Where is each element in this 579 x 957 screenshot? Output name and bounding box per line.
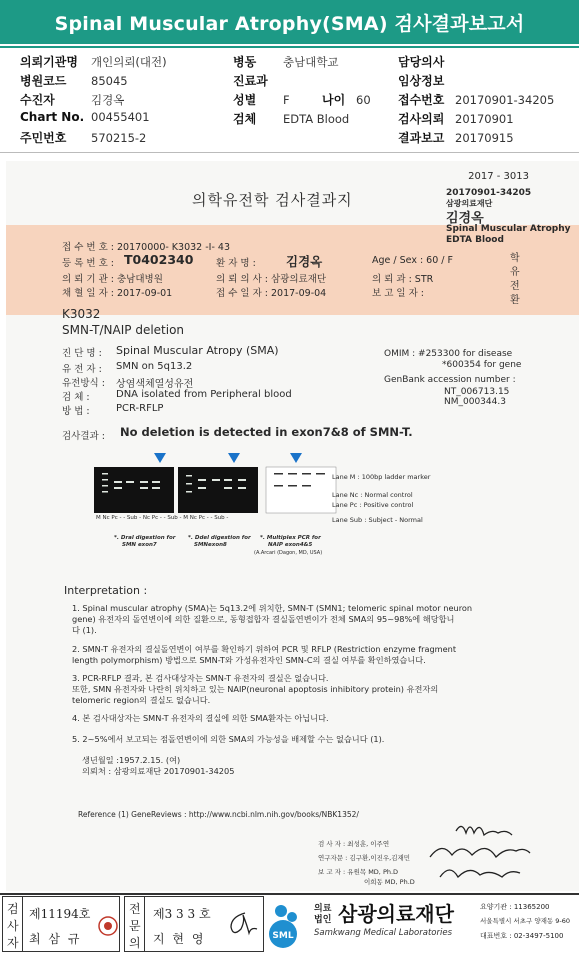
interp-4: 4. 본 검사대상자는 SMN-T 유전자의 결실에 의한 SMA환자는 아닙니다.: [72, 713, 329, 723]
physician-box-side: [125, 897, 145, 951]
header-col3-row-1: [398, 72, 455, 89]
interp-1-line-1: 1. Spinal muscular atrophy (SMA)는 5q13.2에 위치한, SMN-T (SMN1; telomeric spinal motor neuron: [72, 603, 473, 613]
age-label: 나이: [322, 93, 346, 107]
inheritance-label: 유전방식 :: [62, 378, 105, 389]
header-col1-row-3-label: Chart No.: [20, 110, 85, 124]
org-type-mark: [314, 904, 331, 926]
genbank-nm: NM_000344.3: [444, 397, 506, 407]
physician-signature: [223, 907, 259, 941]
physician-box-label-char-0: 전: [129, 902, 141, 916]
header-col2-row-3-value: EDTA Blood: [283, 112, 350, 126]
header-col2-row-1: [233, 72, 283, 89]
scan-corner-number: 2017 - 3013: [468, 171, 529, 182]
birth-date: 생년월일 :1957.2.15. (여): [82, 755, 181, 765]
interp-2-line-1: 2. SMN-T 유전자의 결실돌연변이 여부를 확인하기 위하여 PCR 및 RFLP (Restriction enzyme fragment: [72, 644, 457, 654]
signature-3: [440, 870, 520, 877]
physician-box-label-char-2: 의: [129, 936, 141, 950]
receive-date-row: 접 수 일 자 : 2017-09-04: [216, 288, 327, 299]
header-col2-row-3-label: 검체: [233, 112, 257, 126]
header-col2-row-0-label: 병동: [233, 55, 257, 69]
header-col1-row-4-value: 570215-2: [91, 131, 147, 145]
interpretation-title: Interpretation :: [64, 584, 148, 597]
report-title: Spinal Muscular Atrophy(SMA) 검사결과보고서: [0, 0, 579, 44]
lane-pc-legend: Lane Pc : Positive control: [332, 501, 414, 509]
org-type-line-2: 법인: [314, 915, 332, 925]
header-col1-row-0-label: 의뢰기관명: [20, 55, 78, 69]
gel-lane-labels: M Nc Pc - - Sub - Nc Pc - - Sub - M Nc Pc - - Sub -: [96, 515, 229, 521]
side-char-3: 환: [510, 295, 520, 306]
header-col3-row-3-value: 20170901: [455, 112, 514, 126]
tester-seal: [97, 915, 119, 937]
header-col3-row-2-label: 접수번호: [398, 93, 445, 107]
header-col3-row-3: [398, 110, 514, 127]
header-col1-row-1: [20, 72, 128, 89]
interp-3-line-3: telomeric region의 결실도 없습니다.: [72, 695, 211, 705]
patient-value: 김경옥: [286, 254, 323, 269]
header-col2-row-2-label: 성별: [233, 93, 257, 107]
method-value: PCR-RFLP: [116, 403, 164, 414]
lane-m-legend: Lane M : 100bp ladder marker: [332, 473, 431, 481]
specimen-label: 검 체 :: [62, 392, 90, 403]
result-value: No deletion is detected in exon7&8 of SMN-T.: [120, 425, 413, 439]
req-doctor-row: 의 뢰 의 사 : 삼광의료재단: [216, 274, 327, 285]
signature-2: [430, 848, 530, 857]
org-phone: 대표번호 : 02-3497-5100: [480, 932, 564, 940]
org-english-name: Samkwang Medical Laboratories: [314, 928, 453, 938]
caption-1-line-1: *. Dral digestion for: [114, 535, 176, 541]
scan-title: 의학유전학 검사결과지: [192, 191, 353, 209]
tester-box-label-char-1: 사: [7, 919, 19, 933]
caption-3-line-1: *. Multiplex PCR for: [260, 535, 321, 541]
accession-row: 접 수 번 호 : 20170000- K3032 -I- 43: [62, 242, 231, 253]
tester-name: 최 삼 규: [29, 932, 82, 946]
gene-label: 유 전 자 :: [62, 364, 102, 375]
side-char-0: 학: [510, 253, 520, 264]
header-col1-row-2-label: 수진자: [20, 93, 55, 107]
age-sex: Age / Sex : 60 / F: [372, 255, 453, 266]
header-divider: [0, 152, 579, 153]
header-col2-row-2: [233, 91, 290, 108]
test-code: K3032: [62, 307, 101, 321]
label-specimen: EDTA Blood: [446, 235, 504, 245]
header-col2-row-0: [233, 53, 339, 70]
inheritance-value: 상염색체열성유전: [116, 379, 194, 390]
header-col2-row-3: [233, 110, 349, 127]
header-col1-row-2: [20, 91, 124, 108]
org-address: 서울특별시 서초구 양재동 9-60: [480, 917, 571, 925]
interp-1-line-3: 다 (1).: [72, 625, 97, 635]
lane-sub-legend: Lane Sub : Subject - Normal: [332, 516, 423, 524]
result-label: 검사결과 :: [62, 431, 105, 442]
tester-box-label-char-0: 검: [7, 902, 19, 916]
label-org: 삼광의료재단: [446, 199, 493, 208]
header-col1-row-0: [20, 53, 167, 70]
sml-logo-icon: [266, 902, 306, 948]
header-col1-row-0-value: 개인의뢰(대전): [91, 55, 167, 69]
header-col1-row-4: [20, 129, 146, 146]
advisors: 연구자문 : 김구환,이진우,김재민: [318, 854, 411, 862]
method-label: 방 법 :: [62, 406, 90, 417]
gel-panel-2: [178, 467, 258, 513]
reference: Reference (1) GeneReviews : http://www.ncbi.nlm.nih.gov/books/NBK1352/: [78, 810, 359, 819]
side-char-1: 유: [510, 267, 520, 278]
signature-1: [456, 826, 512, 835]
header-col3-row-1-label: 임상정보: [398, 74, 445, 88]
tester-license-no: 제11194호: [29, 907, 91, 921]
req-inst-row: 의 뢰 기 관 : 충남대병원: [62, 274, 163, 285]
header-col3-row-2: [398, 91, 554, 108]
org-institution-code: 요양기관 : 11365200: [480, 903, 550, 911]
handwritten-signatures: [426, 813, 546, 889]
caption-2-line-2: SMNexon8: [194, 542, 227, 548]
caption-3-line-3: (A.Arcari (Dagon, MD, USA): [254, 550, 323, 556]
req-dept-row: 의 뢰 과 : STR: [372, 274, 434, 285]
age-value: 60: [356, 93, 371, 107]
header-col3-row-4-value: 20170915: [455, 131, 514, 145]
header-col1-row-1-value: 85045: [91, 74, 128, 88]
caption-2-line-1: *. Ddel digestion for: [188, 535, 251, 541]
tester: 검 사 자 : 최성훈, 이주연: [318, 840, 390, 848]
omim-gene: *600354 for gene: [442, 360, 522, 370]
diag-label: 진 단 명 :: [62, 348, 102, 359]
interp-3-line-1: 3. PCR-RFLP 결과, 본 검사대상자는 SMN-T 유전자의 결실은 없습니다.: [72, 673, 329, 683]
header-col1-row-3-value: 00455401: [91, 110, 150, 124]
label-accession: 20170901-34205: [446, 188, 532, 198]
title-underline: [0, 46, 579, 48]
genbank-nt: NT_006713.15: [444, 387, 510, 397]
org-type-line-1: 의료: [314, 904, 332, 914]
scanned-result-sheet: [6, 161, 579, 891]
physician-name: 지 현 영: [153, 932, 206, 946]
header-col2-row-0-value: 충남대학교: [283, 55, 339, 69]
requester: 의뢰처 : 삼광의료재단 20170901-34205: [82, 766, 235, 776]
header-col1-row-3: [20, 110, 150, 124]
caption-3-line-2: NAIP exon4&5: [268, 542, 313, 548]
test-name: SMN-T/NAIP deletion: [62, 323, 185, 337]
physician-license-no: 제3 3 3 호: [153, 907, 211, 921]
interp-3-line-2: 또한, SMN 유전자와 나란히 위치하고 있는 NAIP(neuronal apoptosis inhibitory protein) 유전자의: [72, 684, 439, 694]
header-col3-row-4: [398, 129, 514, 146]
lane-nc-legend: Lane Nc : Normal control: [332, 491, 413, 499]
header-col3-row-3-label: 검사의뢰: [398, 112, 445, 126]
reg-no-value: T0402340: [124, 252, 194, 267]
header-col3-row-2-value: 20170901-34205: [455, 93, 555, 107]
header-col3-row-0: [398, 53, 455, 70]
tester-signature-box: [2, 896, 120, 952]
specimen-value: DNA isolated from Peripheral blood: [116, 389, 292, 400]
interp-2-line-2: length polymorphism) 방법으로 SMN-T와 가성유전자인 SMN-C의 결실 여부를 확인하였습니다.: [72, 655, 426, 665]
header-col3-row-4-label: 결과보고: [398, 131, 445, 145]
interp-1-line-2: gene) 유전자의 돌연변이에 의한 질환으로, 동형접합자 결실돌연변이가 전체 SMA의 95~98%에 해당합니: [72, 614, 455, 624]
patient-label: 환 자 명 :: [216, 258, 256, 269]
footer-divider: [0, 893, 579, 895]
physician-signature-box: [124, 896, 264, 952]
sml-logo-text: SML: [272, 931, 294, 941]
header-col1-row-1-label: 병원코드: [20, 74, 67, 88]
reporter-1: 보 고 자 : 유원목 MD, Ph.D: [318, 868, 399, 876]
header-col1-row-2-value: 김경옥: [91, 93, 125, 107]
omim-disease: OMIM : #253300 for disease: [384, 349, 513, 359]
interp-5: 5. 2~5%에서 보고되는 점돌연변이에 의한 SMA의 가능성을 배제할 수는 없습니다 (1).: [72, 734, 385, 744]
tester-box-side: [3, 897, 23, 951]
label-patient: 김경옥: [446, 211, 484, 226]
header-col3-row-0-label: 담당의사: [398, 55, 445, 69]
label-test: Spinal Muscular Atrophy: [446, 224, 571, 234]
org-name: 삼광의료재단: [338, 902, 454, 926]
diag-value: Spinal Muscular Atropy (SMA): [116, 344, 279, 357]
header-col2-row-1-label: 진료과: [233, 74, 268, 88]
reg-no-label: 등 록 번 호 :: [62, 258, 114, 269]
side-char-2: 전: [510, 281, 520, 292]
caption-1-line-2: SMN exon7: [122, 542, 157, 548]
gene-value: SMN on 5q13.2: [116, 361, 193, 372]
reporter-2: 이희동 MD, Ph.D: [364, 878, 415, 886]
genbank-label: GenBank accession number :: [384, 375, 516, 385]
header-col1-row-4-label: 주민번호: [20, 131, 67, 145]
report-date-row: 보 고 일 자 :: [372, 288, 424, 299]
gel-arrows: [154, 453, 302, 463]
header-age: [322, 91, 371, 108]
collect-date-row: 채 혈 일 자 : 2017-09-01: [62, 288, 173, 299]
physician-box-label-char-1: 문: [129, 919, 141, 933]
header-col2-row-2-value: F: [283, 93, 290, 107]
tester-box-label-char-2: 자: [7, 936, 19, 950]
